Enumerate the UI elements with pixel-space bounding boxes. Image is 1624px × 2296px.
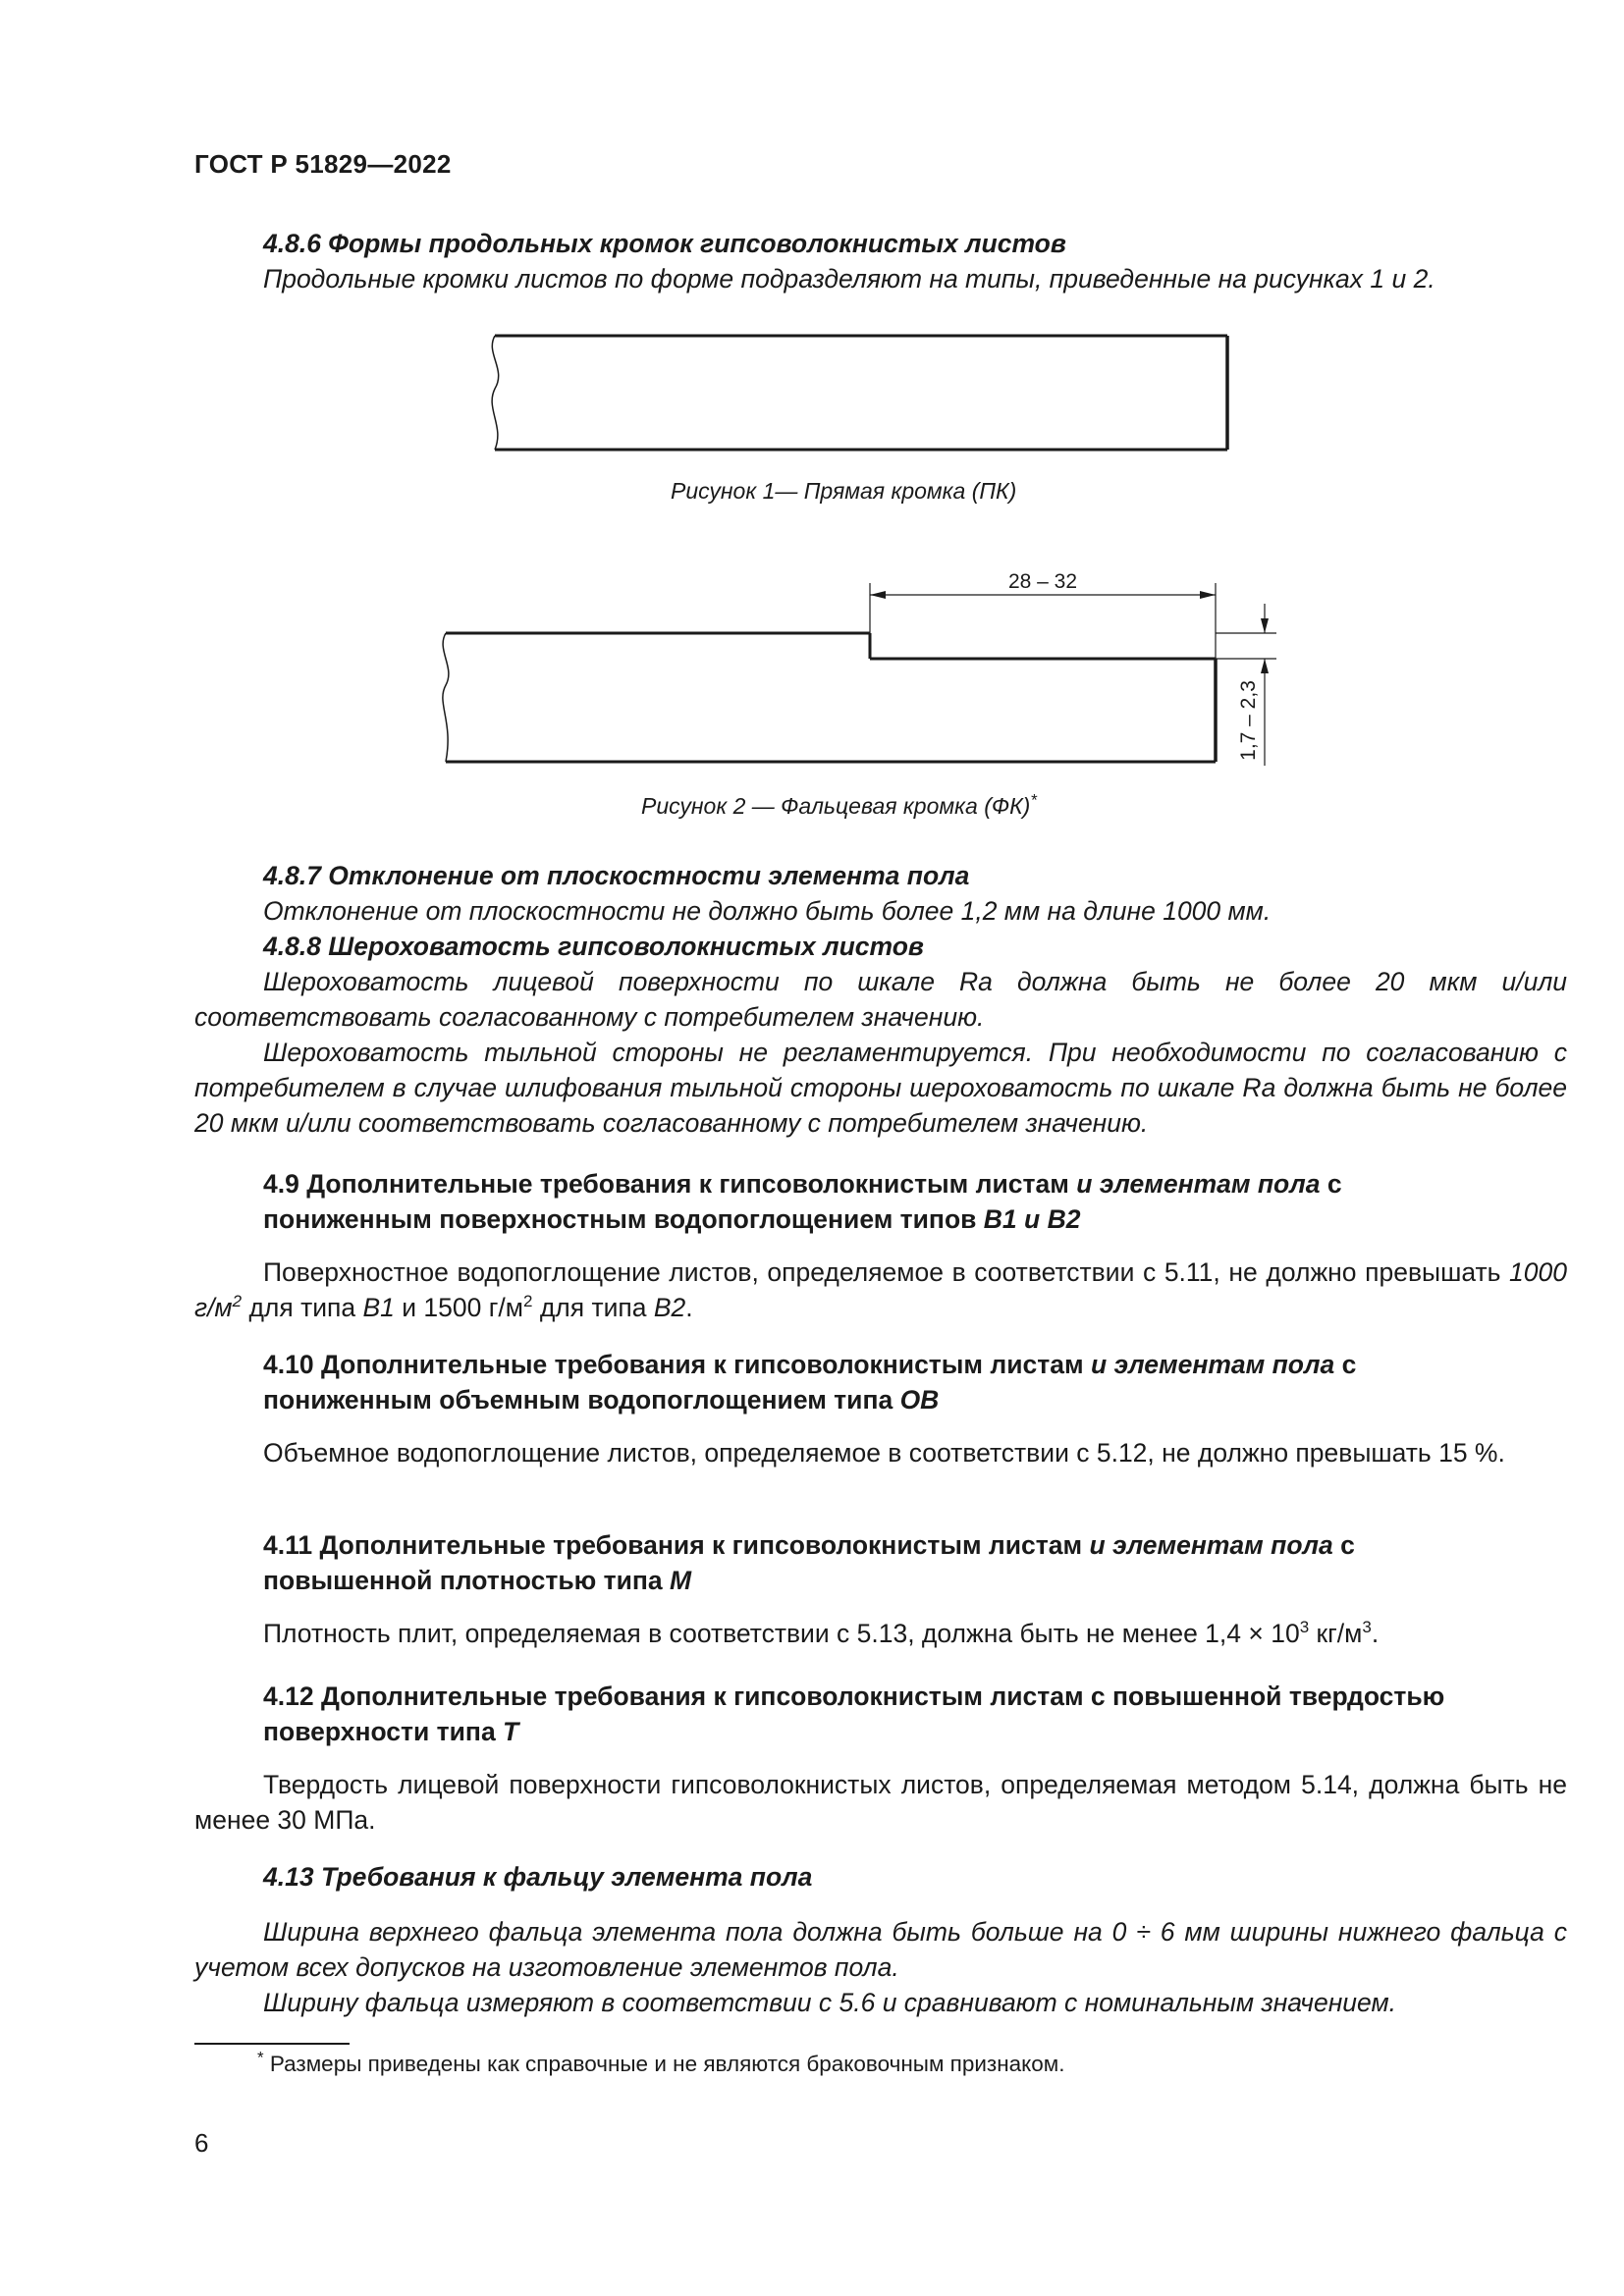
dim-arrow-bottom bbox=[1261, 659, 1269, 673]
text-part: кг/м bbox=[1309, 1619, 1363, 1648]
section-4-12-heading bbox=[263, 1679, 1569, 1749]
section-4-13-paragraph-1: Ширина верхнего фальца элемента пола должна быть больше на 0 ÷ 6 мм ширины нижнего фальца с учетом всех допусков на изготовление элементов пола. bbox=[194, 1917, 1567, 1982]
page-number: 6 bbox=[194, 2128, 209, 2158]
text-part: . bbox=[685, 1293, 693, 1322]
dim-arrow-top bbox=[1261, 618, 1269, 633]
figure-1-break-line bbox=[492, 336, 499, 450]
text-part-italic: В1 bbox=[362, 1293, 395, 1322]
heading-part-italic: М bbox=[670, 1566, 692, 1595]
text-part: и 1500 г/м bbox=[394, 1293, 523, 1322]
superscript: 3 bbox=[1362, 1618, 1372, 1637]
dim-arrow-left bbox=[870, 591, 886, 599]
section-4-9-text bbox=[194, 1255, 1567, 1325]
heading-part: с пониженным поверхностным водопоглощением типов bbox=[263, 1169, 1342, 1234]
section-4-10-text: Объемное водопоглощение листов, определяемое в соответствии с 5.12, не должно превышать 15 %. bbox=[263, 1438, 1505, 1468]
footnote-text: Размеры приведены как справочные и не являются браковочным признаком. bbox=[263, 2052, 1065, 2076]
section-4-11-heading bbox=[263, 1527, 1500, 1598]
section-4-9-heading bbox=[263, 1166, 1500, 1237]
figure-2-break-line bbox=[443, 633, 449, 762]
section-4-8-8-heading: 4.8.8 Шероховатость гипсоволокнистых листов bbox=[263, 932, 924, 961]
heading-part: 4.11 Дополнительные требования к гипсоволокнистым листам bbox=[263, 1530, 1090, 1560]
section-4-11-text bbox=[263, 1616, 1379, 1651]
dim-width-label: 28 – 32 bbox=[1007, 570, 1078, 593]
dim-depth-label: 1,7 – 2,3 bbox=[1237, 680, 1260, 761]
heading-part-italic: Т bbox=[503, 1717, 519, 1746]
figure-2-rebated-edge bbox=[432, 560, 1276, 775]
footnote-mark: * bbox=[257, 2048, 264, 2067]
section-4-8-6-heading: 4.8.6 Формы продольных кромок гипсоволокнистых листов bbox=[263, 229, 1066, 258]
footnote bbox=[257, 2048, 1065, 2077]
text-part: для типа bbox=[532, 1293, 654, 1322]
heading-part-italic: и элементам пола bbox=[1076, 1169, 1321, 1199]
heading-part-italic: и элементам пола bbox=[1089, 1530, 1333, 1560]
heading-part: 4.12 Дополнительные требования к гипсоволокнистым листам с повышенной твердостью поверхности типа bbox=[263, 1682, 1445, 1746]
footnote-rule bbox=[194, 2043, 350, 2045]
dim-arrow-right bbox=[1200, 591, 1216, 599]
text-part: Поверхностное водопоглощение листов, определяемое в соответствии с 5.11, не должно превышать bbox=[263, 1257, 1510, 1287]
heading-part-italic: и элементам пола bbox=[1090, 1350, 1335, 1379]
section-4-8-7-text: Отклонение от плоскостности не должно быть более 1,2 мм на длине 1000 мм. bbox=[263, 896, 1272, 926]
figure-1-straight-edge bbox=[471, 324, 1237, 461]
document-header: ГОСТ Р 51829—2022 bbox=[194, 149, 452, 179]
section-4-8-8-paragraph-1: Шероховатость лицевой поверхности по шкале Ra должна быть не более 20 мкм и/или соответствовать согласованному с потребителем значению. bbox=[194, 967, 1567, 1032]
heading-part-italic: ОВ bbox=[899, 1385, 940, 1415]
text-part: для типа bbox=[242, 1293, 363, 1322]
figure-2-caption-text: Рисунок 2 — Фальцевая кромка (ФК) bbox=[641, 793, 1031, 819]
section-4-10-heading bbox=[263, 1347, 1500, 1417]
heading-part: 4.10 Дополнительные требования к гипсоволокнистым листам bbox=[263, 1350, 1091, 1379]
text-part: . bbox=[1371, 1619, 1380, 1648]
figure-1-caption: Рисунок 1— Прямая кромка (ПК) bbox=[671, 478, 1017, 504]
text-part: Плотность плит, определяемая в соответствии с 5.13, должна быть не менее 1,4 × 10 bbox=[263, 1619, 1300, 1648]
section-4-12-text: Твердость лицевой поверхности гипсоволокнистых листов, определяемая методом 5.14, должна быть не менее 30 МПа. bbox=[194, 1770, 1567, 1835]
text-part-italic: 1000 г/м bbox=[194, 1257, 1567, 1322]
section-4-8-7-heading: 4.8.7 Отклонение от плоскостности элемента пола bbox=[263, 861, 970, 890]
section-4-13-heading: 4.13 Требования к фальцу элемента пола bbox=[263, 1862, 813, 1892]
heading-part: с пониженным объемным водопоглощением типа bbox=[263, 1350, 1357, 1415]
section-4-8-8-paragraph-2: Шероховатость тыльной стороны не регламентируется. При необходимости по согласованию с потребителем в случае шлифования тыльной стороны шероховатость по шкале Ra должна быть не более 20 мкм и/или соответствовать согласованному с потребителем значению. bbox=[194, 1038, 1567, 1138]
heading-part-italic: В1 и В2 bbox=[983, 1204, 1081, 1234]
section-4-8-6-text: Продольные кромки листов по форме подразделяют на типы, приведенные на рисунках 1 и 2. bbox=[263, 264, 1435, 294]
heading-part: 4.9 Дополнительные требования к гипсоволокнистым листам bbox=[263, 1169, 1077, 1199]
superscript: 3 bbox=[1299, 1618, 1310, 1637]
heading-part: с повышенной плотностью типа bbox=[263, 1530, 1355, 1595]
figure-2-caption bbox=[641, 790, 1037, 820]
superscript: 2 bbox=[522, 1292, 533, 1311]
section-4-13-paragraph-2: Ширину фальца измеряют в соответствии с 5.6 и сравнивают с номинальным значением. bbox=[263, 1988, 1397, 2017]
superscript: 2 bbox=[232, 1292, 243, 1311]
text-part-italic: В2 bbox=[653, 1293, 686, 1322]
figure-2-footnote-mark: * bbox=[1030, 790, 1037, 810]
